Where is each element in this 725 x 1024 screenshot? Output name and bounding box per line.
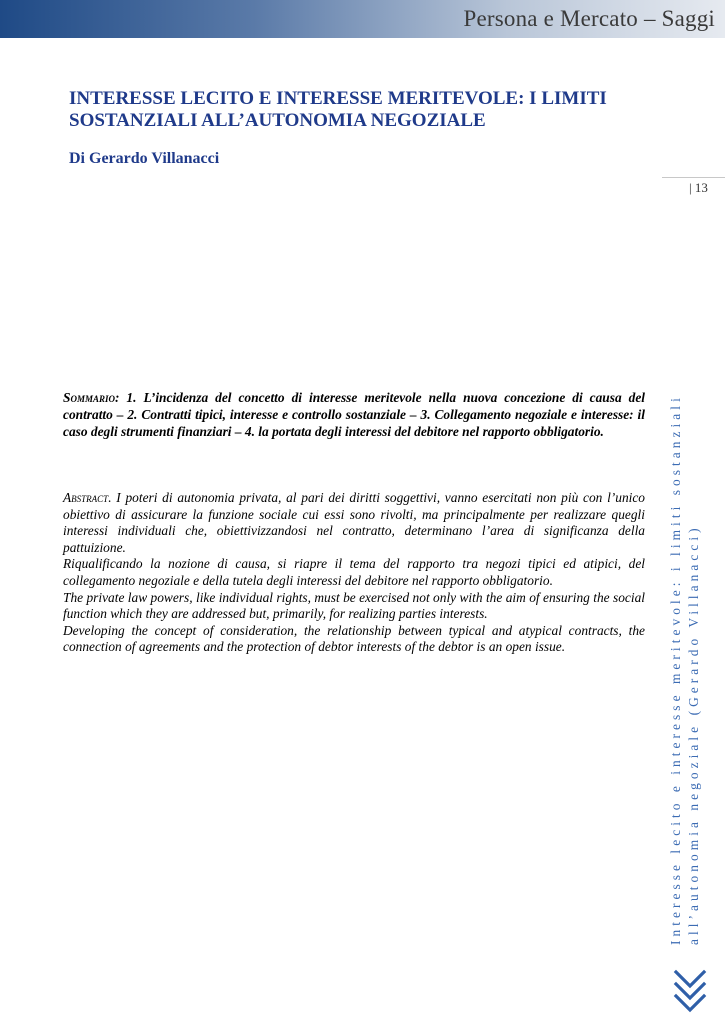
abstract-paragraph: Developing the concept of consideration, the relationship between typical and atypical contracts, the connection of agreements and the protection of debtor interests of the debtor is an open issue. bbox=[63, 622, 645, 655]
abstract-paragraph: The private law powers, like individual rights, must be exercised not only with the aim of ensuring the social function which they are addressed but, primarily, for realizing parties interests. bbox=[63, 589, 645, 622]
abstract-label: Abstract bbox=[63, 490, 109, 505]
vertical-running-title bbox=[667, 385, 719, 945]
page-number: | 13 bbox=[689, 180, 708, 195]
abstract-text-1: . I poteri di autonomia privata, al pari dei diritti soggettivi, vanno esercitati non più con l’unico obiettivo di assicurare la funzione sociale cui essi sono rivolti, ma principalmente per realizzare quegli interessi individuali che, obiettivizzandosi nel contratto, determinano l’area di significanza della pattuizione. bbox=[63, 490, 645, 555]
journal-title: Persona e Mercato – Saggi bbox=[463, 6, 715, 31]
abstract bbox=[63, 490, 645, 656]
sommario-label: Sommario bbox=[63, 390, 115, 405]
sommario bbox=[63, 389, 645, 440]
running-title-line-2: all’autonomia negoziale (Gerardo Villanacci) bbox=[686, 524, 701, 945]
sommario-text: : 1. L’incidenza del concetto di interesse meritevole nella nuova concezione di causa del contratto – 2. Contratti tipici, interesse e controllo sostanziale – 3. Collegamento negoziale e interesse: il caso degli strumenti finanziari – 4. la portata degli interessi del debitore nel rapporto obbligatorio. bbox=[63, 390, 645, 439]
abstract-paragraph bbox=[63, 490, 645, 556]
page-number-rule bbox=[662, 177, 725, 178]
abstract-paragraph: Riqualificando la nozione di causa, si riapre il tema del rapporto tra negozi tipici ed atipici, del collegamento negoziale e della tutela degli interessi del debitore nel rapporto obbligatorio. bbox=[63, 556, 645, 588]
article-author: Di Gerardo Villanacci bbox=[69, 150, 220, 167]
running-title-line-1: Interesse lecito e interesse meritevole: i limiti sostanziali bbox=[668, 394, 683, 945]
article-title: INTERESSE LECITO E INTERESSE MERITEVOLE: I LIMITI SOSTANZIALI ALL’AUTONOMIA NEGOZIALE bbox=[69, 88, 607, 131]
triple-chevron-down-icon bbox=[673, 968, 707, 1018]
